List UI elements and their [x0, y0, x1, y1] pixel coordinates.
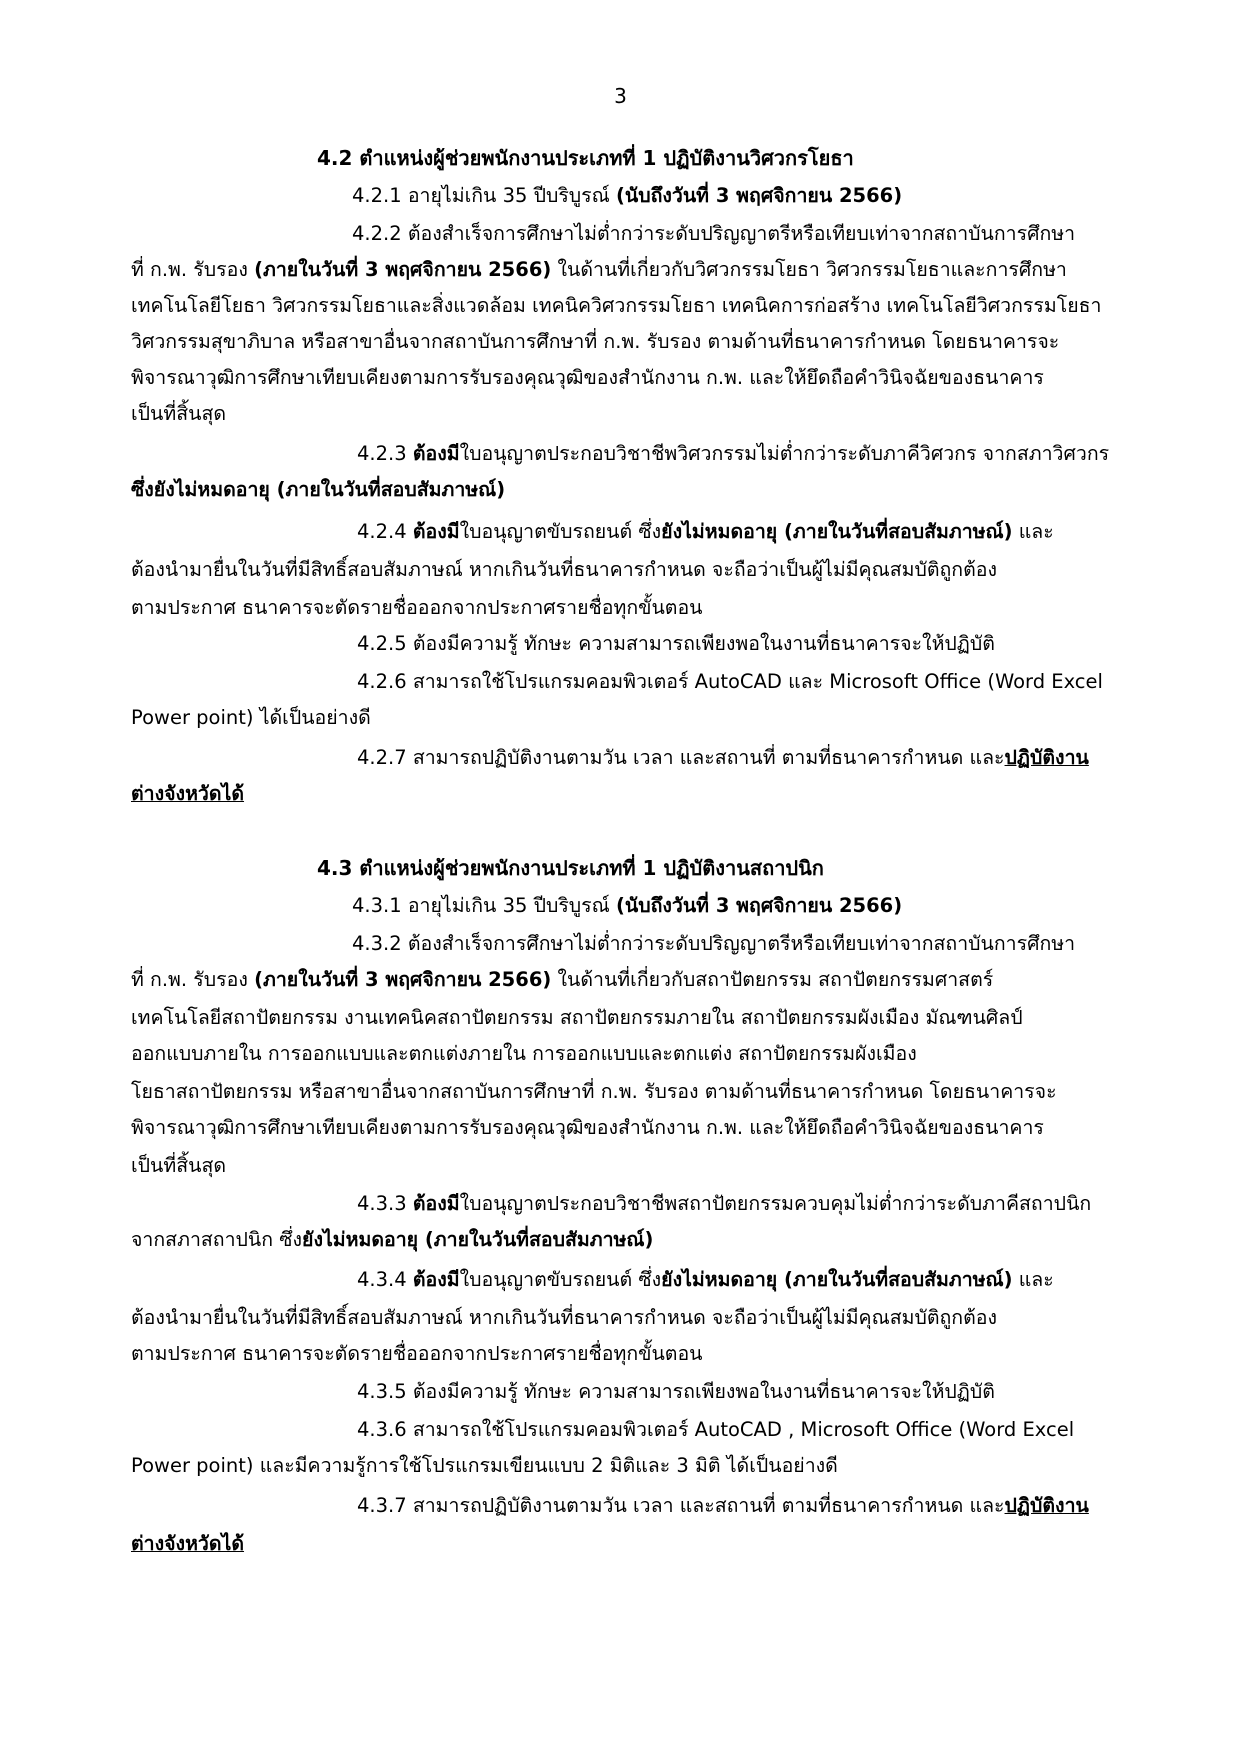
bold-run: ซึ่ง — [131, 478, 154, 501]
item-4-2-4-line: ต้องนำมายื่นในวันที่มีสิทธิ์สอบสัมภาษณ์ หากเกินวันที่ธนาคารกำหนด จะถือว่าเป็นผู้ไม่มีคุณสมบัติถูกต้อง — [131, 558, 997, 581]
text-run: 4.2.7 สามารถปฏิบัติงานตามวัน เวลา และสถานที่ ตามที่ธนาคารกำหนด และ — [357, 746, 1005, 769]
text-run: 4.3.7 สามารถปฏิบัติงานตามวัน เวลา และสถานที่ ตามที่ธนาคารกำหนด และ — [357, 1494, 1005, 1517]
item-4-2-5: 4.2.5 ต้องมีความรู้ ทักษะ ความสามารถเพียงพอในงานที่ธนาคารจะให้ปฏิบัติ — [357, 632, 995, 655]
text-run: ใบอนุญาตประกอบวิชาชีพสถาปัตยกรรมควบคุมไม่ต่ำกว่าระดับภาคีสถาปนิก — [459, 1192, 1092, 1215]
item-4-3-5: 4.3.5 ต้องมีความรู้ ทักษะ ความสามารถเพียงพอในงานที่ธนาคารจะให้ปฏิบัติ — [357, 1380, 995, 1403]
text-run: ใบอนุญาตขับรถยนต์ ซึ่ง — [459, 520, 662, 543]
bold-run: (นับถึงวันที่ 3 พฤศจิกายน 2566) — [615, 184, 903, 207]
item-4-3-2: 4.3.2 ต้องสำเร็จการศึกษาไม่ต่ำกว่าระดับปริญญาตรีหรือเทียบเท่าจากสถาบันการศึกษา — [352, 932, 1076, 955]
text-run: ใบอนุญาตประกอบวิชาชีพวิศวกรรมไม่ต่ำกว่าระดับภาคีวิศวกร จากสภาวิศวกร — [459, 442, 1110, 465]
item-4-3-2-line: เทคโนโลยีสถาปัตยกรรม งานเทคนิคสถาปัตยกรรม สถาปัตยกรรมภายใน สถาปัตยกรรมผังเมือง มัณฑนศิลป์ — [131, 1006, 1023, 1029]
bold-run: ยังไม่หมดอายุ (ภายในวันที่สอบสัมภาษณ์) — [661, 520, 1013, 543]
text-run: ที่ ก.พ. รับรอง — [131, 258, 255, 281]
text-run: 4.3.4 — [357, 1268, 413, 1291]
item-4-3-2-line: พิจารณาวุฒิการศึกษาเทียบเคียงตามการรับรองคุณวุฒิของสำนักงาน ก.พ. และให้ยึดถือคำวินิจฉัยของธนาคาร — [131, 1116, 1044, 1139]
item-4-2-2-line — [131, 252, 1067, 288]
item-4-2-4-line: ตามประกาศ ธนาคารจะตัดรายชื่อออกจากประกาศรายชื่อทุกขั้นตอน — [131, 596, 703, 619]
item-4-2-3-line — [131, 472, 505, 508]
bold-run: ต้องมี — [412, 442, 460, 465]
item-4-2-4 — [357, 514, 1054, 550]
item-4-2-2: 4.2.2 ต้องสำเร็จการศึกษาไม่ต่ำกว่าระดับปริญญาตรีหรือเทียบเท่าจากสถาบันการศึกษา — [352, 222, 1076, 245]
item-4-2-7-line: ต่างจังหวัดได้ — [131, 782, 245, 805]
bold-run: ต้องมี — [412, 520, 460, 543]
item-4-2-6: 4.2.6 สามารถใช้โปรแกรมคอมพิวเตอร์ AutoCAD และ Microsoft Office (Word Excel — [357, 670, 1103, 693]
item-4-3-1 — [352, 888, 902, 924]
bold-run: ยังไม่หมดอายุ (ภายในวันที่สอบสัมภาษณ์) — [302, 1228, 654, 1251]
item-4-3-2-line — [131, 962, 993, 998]
text-run: 4.3.1 อายุไม่เกิน 35 ปีบริบูรณ์ — [352, 894, 616, 917]
text-run: 4.2.1 อายุไม่เกิน 35 ปีบริบูรณ์ — [352, 184, 616, 207]
text-run: 4.3.3 — [357, 1192, 413, 1215]
item-4-2-2-line: เป็นที่สิ้นสุด — [131, 402, 227, 425]
item-4-3-6: 4.3.6 สามารถใช้โปรแกรมคอมพิวเตอร์ AutoCAD , Microsoft Office (Word Excel — [357, 1418, 1075, 1441]
bold-run: (นับถึงวันที่ 3 พฤศจิกายน 2566) — [615, 894, 903, 917]
item-4-2-3 — [357, 436, 1109, 472]
item-4-3-2-line: โยธาสถาปัตยกรรม หรือสาขาอื่นจากสถาบันการศึกษาที่ ก.พ. รับรอง ตามด้านที่ธนาคารกำหนด โดยธนาคารจะ — [131, 1080, 1057, 1103]
bold-run: (ภายในวันที่ 3 พฤศจิกายน 2566) — [254, 968, 552, 991]
item-4-2-2-line: วิศวกรรมสุขาภิบาล หรือสาขาอื่นจากสถาบันการศึกษาที่ ก.พ. รับรอง ตามด้านที่ธนาคารกำหนด โดยธนาคารจะ — [131, 330, 1060, 353]
bold-run: ยังไม่หมดอายุ (ภายในวันที่สอบสัมภาษณ์) — [661, 1268, 1013, 1291]
item-4-3-7-line: ต่างจังหวัดได้ — [131, 1532, 245, 1555]
section-4-3-heading: 4.3 ตำแหน่งผู้ช่วยพนักงานประเภทที่ 1 ปฏิบัติงานสถาปนิก — [317, 856, 824, 880]
item-4-2-6-line: Power point) ได้เป็นอย่างดี — [131, 706, 371, 729]
item-4-3-2-line: ออกแบบภายใน การออกแบบและตกแต่งภายใน การออกแบบและตกแต่ง สถาปัตยกรรมผังเมือง — [131, 1042, 917, 1065]
item-4-2-2-line: พิจารณาวุฒิการศึกษาเทียบเคียงตามการรับรองคุณวุฒิของสำนักงาน ก.พ. และให้ยึดถือคำวินิจฉัยของธนาคาร — [131, 366, 1044, 389]
item-4-2-1 — [352, 178, 902, 214]
text-run: จากสภาสถาปนิก ซึ่ง — [131, 1228, 303, 1251]
bold-run: ยังไม่หมดอายุ (ภายในวันที่สอบสัมภาษณ์) — [153, 478, 506, 501]
item-4-3-7 — [357, 1488, 1089, 1524]
item-4-3-4-line: ต้องนำมายื่นในวันที่มีสิทธิ์สอบสัมภาษณ์ หากเกินวันที่ธนาคารกำหนด จะถือว่าเป็นผู้ไม่มีคุณสมบัติถูกต้อง — [131, 1306, 997, 1329]
text-run: และ — [1012, 1268, 1054, 1291]
bold-run: ต้องมี — [412, 1192, 460, 1215]
text-run: ใบอนุญาตขับรถยนต์ ซึ่ง — [459, 1268, 662, 1291]
item-4-3-3-line — [131, 1222, 653, 1258]
item-4-3-3 — [357, 1186, 1091, 1222]
text-run: และ — [1012, 520, 1054, 543]
section-4-2-heading: 4.2 ตำแหน่งผู้ช่วยพนักงานประเภทที่ 1 ปฏิบัติงานวิศวกรโยธา — [317, 146, 854, 170]
item-4-3-6-line: Power point) และมีความรู้การใช้โปรแกรมเขียนแบบ 2 มิติและ 3 มิติ ได้เป็นอย่างดี — [131, 1454, 838, 1477]
bold-run: ต้องมี — [412, 1268, 460, 1291]
item-4-2-7 — [357, 740, 1089, 776]
item-4-3-4-line: ตามประกาศ ธนาคารจะตัดรายชื่อออกจากประกาศรายชื่อทุกขั้นตอน — [131, 1342, 703, 1365]
underlined-run: ปฏิบัติงาน — [1004, 1494, 1089, 1517]
bold-run: (ภายในวันที่ 3 พฤศจิกายน 2566) — [254, 258, 552, 281]
page-number: 3 — [614, 84, 627, 108]
item-4-2-2-line: เทคโนโลยีโยธา วิศวกรรมโยธาและสิ่งแวดล้อม เทคนิควิศวกรรมโยธา เทคนิคการก่อสร้าง เทคโนโลยีวิศวกรรมโยธา — [131, 294, 1102, 317]
text-run: ที่ ก.พ. รับรอง — [131, 968, 255, 991]
text-run: 4.2.3 — [357, 442, 413, 465]
underlined-run: ปฏิบัติงาน — [1004, 746, 1089, 769]
item-4-3-2-line: เป็นที่สิ้นสุด — [131, 1154, 227, 1177]
item-4-3-4 — [357, 1262, 1054, 1298]
text-run: 4.2.4 — [357, 520, 413, 543]
text-run: ในด้านที่เกี่ยวกับวิศวกรรมโยธา วิศวกรรมโยธาและการศึกษา — [551, 258, 1067, 281]
text-run: ในด้านที่เกี่ยวกับสถาปัตยกรรม สถาปัตยกรรมศาสตร์ — [551, 968, 994, 991]
